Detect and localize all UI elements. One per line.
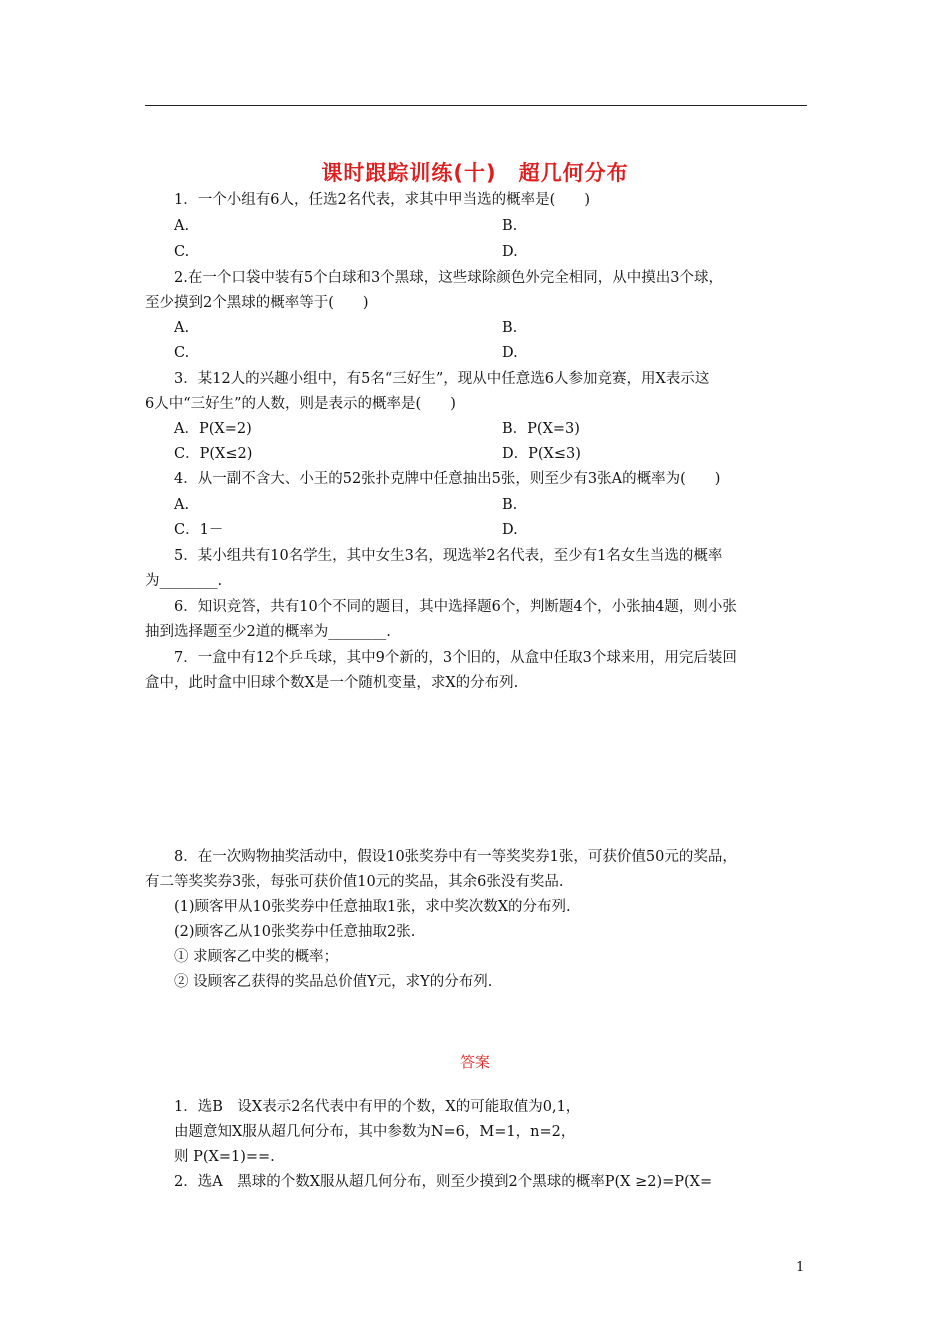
header-rule (145, 105, 807, 106)
question-3-line-2: 6人中“三好生”的人数，则是表示的概率是( ) (145, 396, 456, 412)
question-2-option-b: B. (502, 320, 518, 336)
question-1-option-c: C. (174, 244, 190, 260)
page-title: 课时跟踪训练(十) 超几何分布 (321, 161, 629, 185)
question-1-option-a: A. (174, 218, 190, 234)
question-8-line-1: 8．在一次购物抽奖活动中，假设10张奖券中有一等奖奖券1张，可获价值50元的奖品， (174, 849, 737, 865)
question-4-text: 4．从一副不含大、小王的52张扑克牌中任意抽出5张，则至少有3张A的概率为( ) (174, 471, 721, 487)
answer-1-line-3: 则 P(X=1)==. (174, 1149, 275, 1165)
question-5-line-2: 为________. (145, 573, 223, 589)
question-3-option-b: B．P(X=3) (502, 421, 580, 437)
answers-heading: 答案 (459, 1053, 490, 1071)
question-4-option-c: C．1－ (174, 522, 224, 538)
question-6-line-1: 6．知识竞答，共有10个不同的题目，其中选择题6个，判断题4个，小张抽4题，则小张 (174, 599, 737, 615)
page-number: 1 (796, 1260, 805, 1275)
question-4-option-b: B. (502, 497, 518, 513)
question-8-line-2: 有二等奖奖券3张，每张可获价值10元的奖品，其余6张没有奖品. (145, 874, 564, 890)
question-2-line-2: 至少摸到2个黑球的概率等于( ) (145, 295, 369, 311)
question-5-line-1: 5．某小组共有10名学生，其中女生3名，现选举2名代表，至少有1名女生当选的概率 (174, 548, 723, 564)
answer-1-line-2: 由题意知X服从超几何分布，其中参数为N=6，M=1，n=2， (174, 1124, 576, 1140)
question-3-line-1: 3．某12人的兴趣小组中，有5名“三好生”，现从中任意选6人参加竞赛，用X表示这 (174, 371, 710, 387)
question-2-option-a: A. (174, 320, 190, 336)
question-2-option-d: D. (502, 345, 518, 361)
question-1-option-d: D. (502, 244, 518, 260)
question-1-option-b: B. (502, 218, 518, 234)
question-8-part-2-sub-2: ② 设顾客乙获得的奖品总价值Y元，求Y的分布列. (174, 974, 493, 990)
question-2-line-1: 2.在一个口袋中装有5个白球和3个黑球，这些球除颜色外完全相同，从中摸出3个球， (174, 270, 724, 286)
question-7-line-1: 7．一盒中有12个乒乓球，其中9个新的，3个旧的，从盒中任取3个球来用，用完后装回 (174, 650, 737, 666)
question-3-option-a: A．P(X=2) (174, 421, 252, 437)
question-7-line-2: 盒中，此时盒中旧球个数X是一个随机变量，求X的分布列. (145, 675, 519, 691)
question-4-option-d: D. (502, 522, 518, 538)
question-1-text: 1．一个小组有6人，任选2名代表，求其中甲当选的概率是( ) (174, 192, 590, 208)
question-8-part-1: (1)顾客甲从10张奖券中任意抽取1张，求中奖次数X的分布列. (174, 899, 571, 915)
question-6-line-2: 抽到选择题至少2道的概率为________. (145, 624, 391, 640)
question-4-option-a: A. (174, 497, 190, 513)
answer-1-line-1: 1．选B 设X表示2名代表中有甲的个数，X的可能取值为0,1， (174, 1099, 581, 1115)
answer-2-line-1: 2．选A 黑球的个数X服从超几何分布，则至少摸到2个黑球的概率P(X ≥2)=P(X= (174, 1174, 713, 1190)
question-8-part-2-sub-1: ① 求顾客乙中奖的概率； (174, 949, 339, 965)
question-3-option-c: C．P(X≤2) (174, 446, 253, 462)
question-3-option-d: D．P(X≤3) (502, 446, 581, 462)
question-2-option-c: C. (174, 345, 190, 361)
question-8-part-2: (2)顾客乙从10张奖券中任意抽取2张. (174, 924, 416, 940)
